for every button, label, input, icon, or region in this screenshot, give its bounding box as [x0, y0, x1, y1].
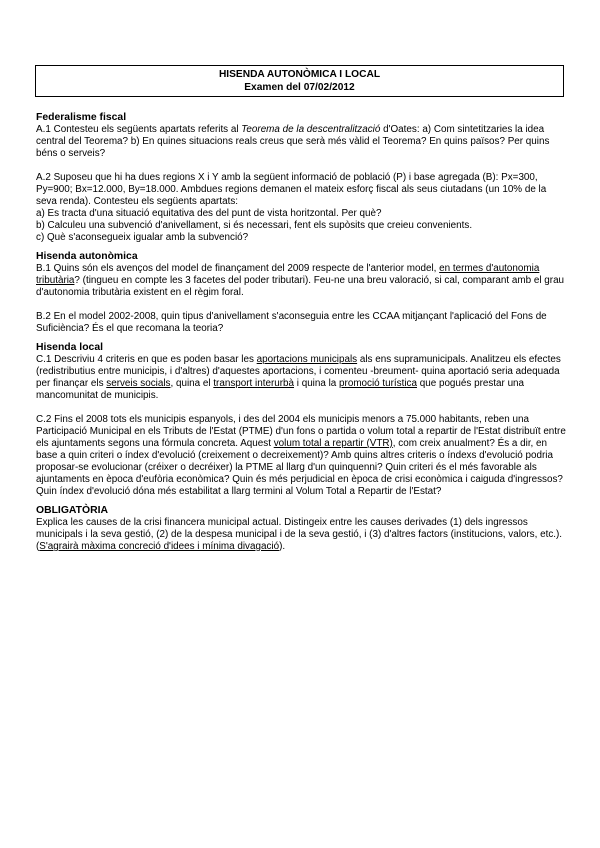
question-obligatoria-text-end: ). — [279, 541, 286, 552]
exam-content — [36, 112, 566, 553]
question-a1 — [36, 124, 566, 160]
underlined-phrase: transport interurbà — [213, 378, 295, 389]
section-heading-obligatoria: OBLIGATÒRIA — [36, 505, 108, 516]
question-c1-text-mid: , quina el — [170, 378, 214, 389]
question-a1-text-end: d'Oates: a) Com sintetitzaries la idea central del Teorema? b) En quines situacions reals creus que serà més vàlid el Teorema? En quins països? Per quins béns o serveis? — [36, 124, 550, 159]
question-a1-text: A.1 Contesteu els següents apartats referits al — [36, 124, 242, 135]
question-c2-text: C.2 Fins el 2008 tots els municipis espanyols, i des del 2004 els municipis menors a 75.000 habitants, reben una Participació Municipal en els Tributs de l'Estat (PTME) d'un fons o partida o volum total a repartir de l'Estat distribuït entre els ajuntaments segons una fórmula concreta. Aquest — [36, 414, 566, 449]
question-b1 — [36, 263, 566, 299]
underlined-phrase: promoció turística — [339, 378, 417, 389]
question-c1-text-mid: i quina la — [294, 378, 340, 389]
question-c2 — [36, 414, 566, 498]
question-c1-text-mid: als ens supramunicipals. Analitzeu els efectes (redistributius entre municipis, i d'altres) d'aquestes aportacions, i comenteu -breument- quina aportació seria adequada per finançar els — [36, 354, 561, 389]
title-box — [35, 65, 564, 97]
question-a2-c: c) Què s'aconsegueix igualar amb la subvenció? — [36, 232, 249, 243]
question-b1-text-end: ? (tingueu en compte les 3 facetes del poder tributari). Feu-ne una breu valoració, si cal, comparant amb el grau d'autonomia tributària existent en el règim foral. — [36, 275, 565, 298]
question-c1-text-end: que pogués prestar una mancomunitat de municipis. — [36, 378, 525, 401]
underlined-phrase: S'agrairà màxima concreció d'idees i mínima divagació — [39, 541, 280, 552]
underlined-phrase: aportacions municipals — [256, 354, 358, 365]
section-heading-federalisme: Federalisme fiscal — [36, 112, 127, 123]
theorem-name: Teorema de la descentralització — [241, 124, 381, 135]
exam-date: Examen del 07/02/2012 — [244, 82, 355, 93]
question-obligatoria-text: Explica les causes de la crisi financera municipal actual. Distingeix entre les causes derivades (1) dels ingressos municipals i la seva gestió, (2) de la despesa municipal i de la seva gestió, i (3) d'altres factors (institucions, valors, etc.). ( — [36, 517, 563, 552]
question-a2-a: a) Es tracta d'una situació equitativa des del punt de vista horitzontal. Per què? — [36, 208, 382, 219]
underlined-phrase: volum total a repartir (VTR) — [273, 438, 393, 449]
question-c1 — [36, 354, 566, 402]
question-c1-text: C.1 Descriviu 4 criteris en que es poden basar les — [36, 354, 257, 365]
question-a2-intro: A.2 Suposeu que hi ha dues regions X i Y amb la següent informació de població (P) i base agregada (B): Px=300, Py=900; Bx=12.000, By=18.000. Ambdues regions demanen el mateix esforç fiscal als seus ciutadans (un 10% de la seva renda). Contesteu els següents apartats: — [36, 172, 547, 207]
underlined-phrase: serveis socials — [106, 378, 171, 389]
question-b1-text: B.1 Quins són els avenços del model de finançament del 2009 respecte de l'anterior model, — [36, 263, 440, 274]
section-heading-local: Hisenda local — [36, 342, 103, 353]
question-a2-b: b) Calculeu una subvenció d'anivellament, si és necessari, fent els supòsits que creieu convenients. — [36, 220, 473, 231]
question-c2-text-end: , com creix anualment? És a dir, en base a quin criteri o índex d'evolució (creixement o decreixement)? Amb quins altres criteris o índexs d'evolució podria proposar-se evolucionar (créixer o decréixer) la PTME al llarg d'un quinquenni? Quin criteri és el més favorable als ajuntaments en època d'eufòria econòmica? Quin és més perjudicial en època de crisi econòmica i caiguda d'ingressos? Quin índex d'evolució dóna més estabilitat a llarg termini al Volum Total a Repartir de l'Estat? — [36, 438, 563, 497]
question-obligatoria — [36, 517, 566, 553]
exam-title: HISENDA AUTONÒMICA I LOCAL — [218, 69, 381, 80]
question-b2: B.2 En el model 2002-2008, quin tipus d'anivellament s'aconseguia entre les CCAA mitjançant l'aplicació del Fons de Suficiència? És el que recomana la teoria? — [36, 311, 547, 334]
section-heading-autonomica: Hisenda autonòmica — [36, 251, 138, 262]
underlined-phrase: en termes d'autonomia tributària — [36, 263, 540, 286]
